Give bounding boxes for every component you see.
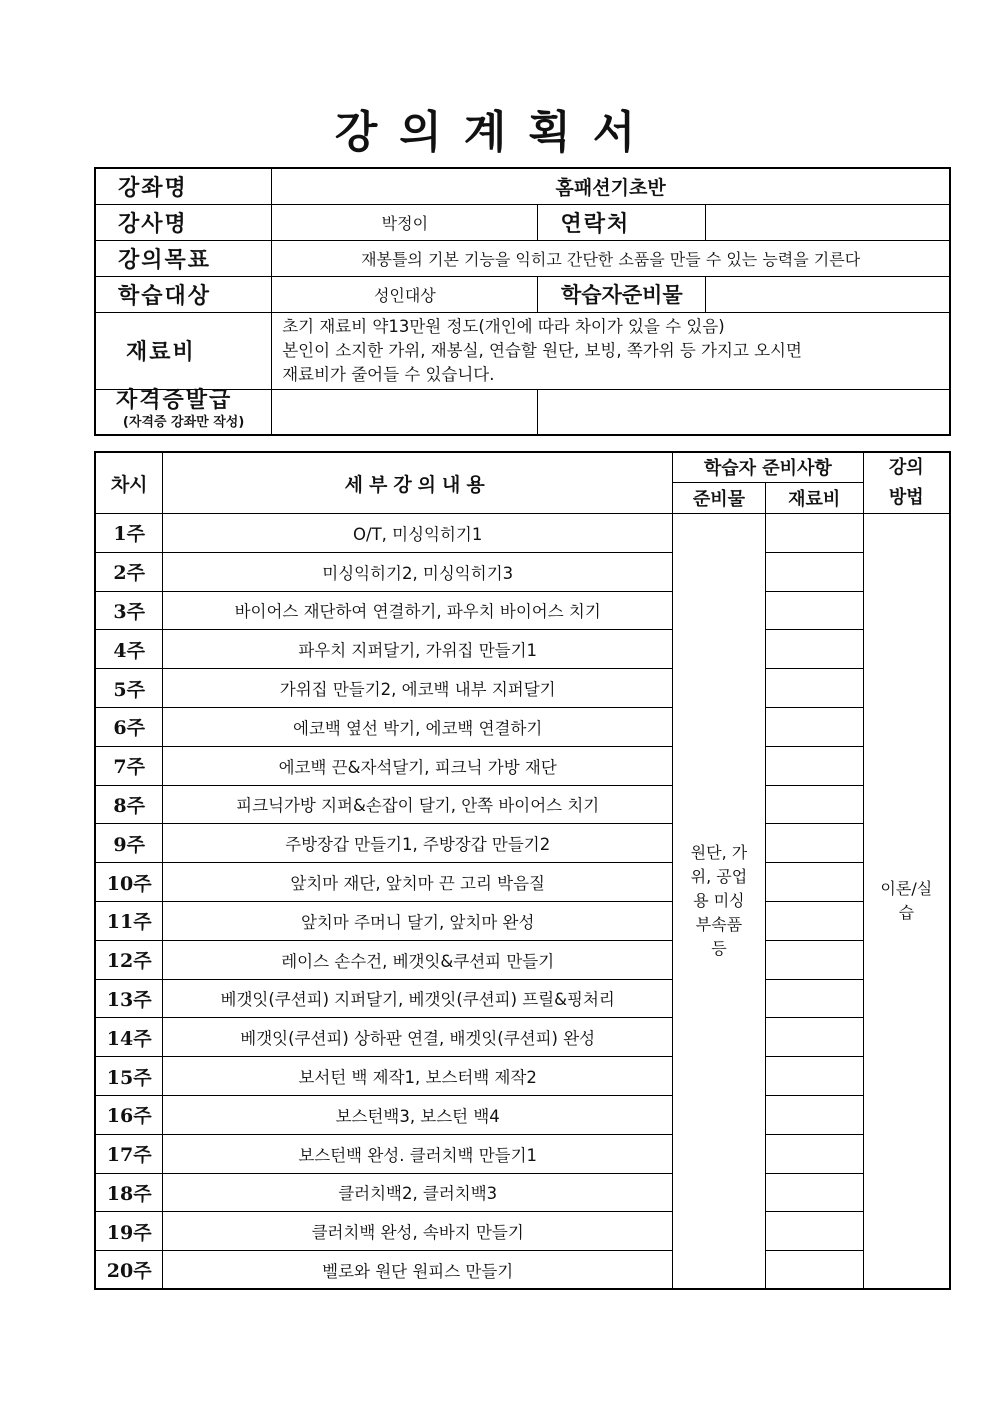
lesson-row xyxy=(95,1095,950,1134)
certificate-label: 자격증발급 (자격증 강좌만 작성) xyxy=(95,389,272,435)
lesson-content: 가위집 만들기2, 에코백 내부 지퍼달기 xyxy=(163,669,673,708)
lesson-week: 20주 xyxy=(95,1251,163,1290)
lesson-week: 5주 xyxy=(95,669,163,708)
target-label: 학습대상 xyxy=(95,276,272,312)
header-method-line: 방법 xyxy=(888,487,924,508)
lesson-content: 보서턴 백 제작1, 보스터백 제작2 xyxy=(163,1057,673,1096)
lesson-row xyxy=(95,863,950,902)
lesson-fee xyxy=(765,1173,863,1212)
course-name-label: 강좌명 xyxy=(95,168,272,204)
lesson-content: 미싱익히기2, 미싱익히기3 xyxy=(163,552,673,591)
lesson-content: 베갯잇(쿠션피) 상하판 연결, 배겟잇(쿠션피) 완성 xyxy=(163,1018,673,1057)
lesson-week: 2주 xyxy=(95,552,163,591)
target-value: 성인대상 xyxy=(272,276,538,312)
lesson-fee xyxy=(765,746,863,785)
lesson-content: 앞치마 주머니 달기, 앞치마 완성 xyxy=(163,901,673,940)
lesson-content: 바이어스 재단하여 연결하기, 파우치 바이어스 치기 xyxy=(163,591,673,630)
lesson-row xyxy=(95,1057,950,1096)
learner-prep-value xyxy=(706,276,950,312)
goal-label: 강의목표 xyxy=(95,240,272,276)
lesson-row xyxy=(95,630,950,669)
lesson-fee xyxy=(765,940,863,979)
method-line: 이론/실 xyxy=(880,879,933,899)
lesson-content: 베갯잇(쿠션피) 지퍼달기, 베갯잇(쿠션피) 프릴&핑처리 xyxy=(163,979,673,1018)
lesson-week: 18주 xyxy=(95,1173,163,1212)
material-line: 초기 재료비 약13만원 정도(개인에 따라 차이가 있을 수 있음) xyxy=(282,316,725,336)
lesson-row xyxy=(95,746,950,785)
lesson-row xyxy=(95,1018,950,1057)
lesson-week: 4주 xyxy=(95,630,163,669)
lesson-row xyxy=(95,707,950,746)
lesson-week: 15주 xyxy=(95,1057,163,1096)
material-fee-value xyxy=(272,312,950,389)
lesson-content: 피크닉가방 지퍼&손잡이 달기, 안쪽 바이어스 치기 xyxy=(163,785,673,824)
lesson-row xyxy=(95,824,950,863)
contact-value xyxy=(706,204,950,240)
supplies-cell xyxy=(673,514,766,1290)
goal-value: 재봉틀의 기본 기능을 익히고 간단한 소품을 만들 수 있는 능력을 기른다 xyxy=(272,240,950,276)
lesson-fee xyxy=(765,1134,863,1173)
lesson-fee xyxy=(765,1212,863,1251)
supplies-line: 등 xyxy=(711,939,727,959)
lesson-content: 클러치백2, 클러치백3 xyxy=(163,1173,673,1212)
header-session: 차시 xyxy=(95,452,163,514)
lesson-content: 에코백 옆선 박기, 에코백 연결하기 xyxy=(163,707,673,746)
lesson-row xyxy=(95,979,950,1018)
lesson-content: 클러치백 완성, 속바지 만들기 xyxy=(163,1212,673,1251)
method-line: 습 xyxy=(898,903,915,923)
course-info-table xyxy=(94,167,951,436)
certificate-sublabel: (자격증 강좌만 작성) xyxy=(122,414,245,430)
lesson-content: 주방장갑 만들기1, 주방장갑 만들기2 xyxy=(163,824,673,863)
lesson-fee xyxy=(765,1018,863,1057)
header-prep-group: 학습자 준비사항 xyxy=(673,452,864,482)
lesson-week: 14주 xyxy=(95,1018,163,1057)
lesson-fee xyxy=(765,901,863,940)
lesson-week: 10주 xyxy=(95,863,163,902)
lesson-fee xyxy=(765,707,863,746)
course-name-value: 홈패션기초반 xyxy=(272,168,950,204)
lesson-row xyxy=(95,514,950,553)
header-fee: 재료비 xyxy=(765,482,863,513)
lesson-fee xyxy=(765,1251,863,1290)
header-method-line: 강의 xyxy=(888,457,924,478)
lesson-fee xyxy=(765,824,863,863)
lesson-fee xyxy=(765,669,863,708)
material-line: 본인이 소지한 가위, 재봉실, 연습할 원단, 보빙, 쪽가위 등 가지고 오시면 xyxy=(282,340,802,360)
lesson-week: 1주 xyxy=(95,514,163,553)
lesson-content: 앞치마 재단, 앞치마 끈 고리 박음질 xyxy=(163,863,673,902)
method-cell xyxy=(863,514,950,1290)
lesson-fee xyxy=(765,979,863,1018)
supplies-line: 원단, 가 xyxy=(690,843,748,863)
lesson-week: 8주 xyxy=(95,785,163,824)
lesson-week: 12주 xyxy=(95,940,163,979)
lesson-row xyxy=(95,1212,950,1251)
supplies-line: 위, 공업 xyxy=(690,867,748,887)
lesson-week: 11주 xyxy=(95,901,163,940)
lesson-week: 16주 xyxy=(95,1095,163,1134)
lesson-plan-table xyxy=(94,451,951,1290)
lesson-content: 벨로와 원단 원피스 만들기 xyxy=(163,1251,673,1290)
lesson-row xyxy=(95,1173,950,1212)
lesson-content: 보스턴백 완성. 클러치백 만들기1 xyxy=(163,1134,673,1173)
lesson-fee xyxy=(765,552,863,591)
lesson-fee xyxy=(765,1095,863,1134)
supplies-line: 부속품 xyxy=(695,915,743,935)
lesson-row xyxy=(95,1134,950,1173)
lesson-week: 6주 xyxy=(95,707,163,746)
lesson-row xyxy=(95,785,950,824)
lesson-content: O/T, 미싱익히기1 xyxy=(163,514,673,553)
lesson-fee xyxy=(765,630,863,669)
lesson-week: 3주 xyxy=(95,591,163,630)
material-line: 재료비가 줄어들 수 있습니다. xyxy=(282,364,495,384)
lesson-fee xyxy=(765,1057,863,1096)
header-content: 세부강의내용 xyxy=(163,452,673,514)
lesson-content: 레이스 손수건, 베갯잇&쿠션피 만들기 xyxy=(163,940,673,979)
header-method xyxy=(863,452,950,514)
lesson-week: 19주 xyxy=(95,1212,163,1251)
lesson-week: 17주 xyxy=(95,1134,163,1173)
lesson-row xyxy=(95,901,950,940)
certificate-value-2 xyxy=(538,389,950,435)
lesson-content: 에코백 끈&자석달기, 피크닉 가방 재단 xyxy=(163,746,673,785)
lesson-row xyxy=(95,552,950,591)
lesson-fee xyxy=(765,863,863,902)
material-fee-label: 재료비 xyxy=(95,312,272,389)
lesson-fee xyxy=(765,514,863,553)
lesson-week: 9주 xyxy=(95,824,163,863)
instructor-label: 강사명 xyxy=(95,204,272,240)
lesson-content: 보스턴백3, 보스턴 백4 xyxy=(163,1095,673,1134)
lesson-fee xyxy=(765,785,863,824)
lesson-row xyxy=(95,669,950,708)
lesson-fee xyxy=(765,591,863,630)
supplies-line: 용 미싱 xyxy=(693,891,745,911)
lesson-week: 7주 xyxy=(95,746,163,785)
instructor-value: 박정이 xyxy=(272,204,538,240)
lesson-row xyxy=(95,940,950,979)
contact-label: 연락처 xyxy=(538,204,706,240)
learner-prep-label: 학습자준비물 xyxy=(538,276,706,312)
certificate-value-1 xyxy=(272,389,538,435)
lesson-content: 파우치 지퍼달기, 가위집 만들기1 xyxy=(163,630,673,669)
page-title: 강의계획서 xyxy=(334,107,658,158)
lesson-row xyxy=(95,1251,950,1290)
lesson-row xyxy=(95,591,950,630)
header-supplies: 준비물 xyxy=(673,482,766,513)
lesson-week: 13주 xyxy=(95,979,163,1018)
